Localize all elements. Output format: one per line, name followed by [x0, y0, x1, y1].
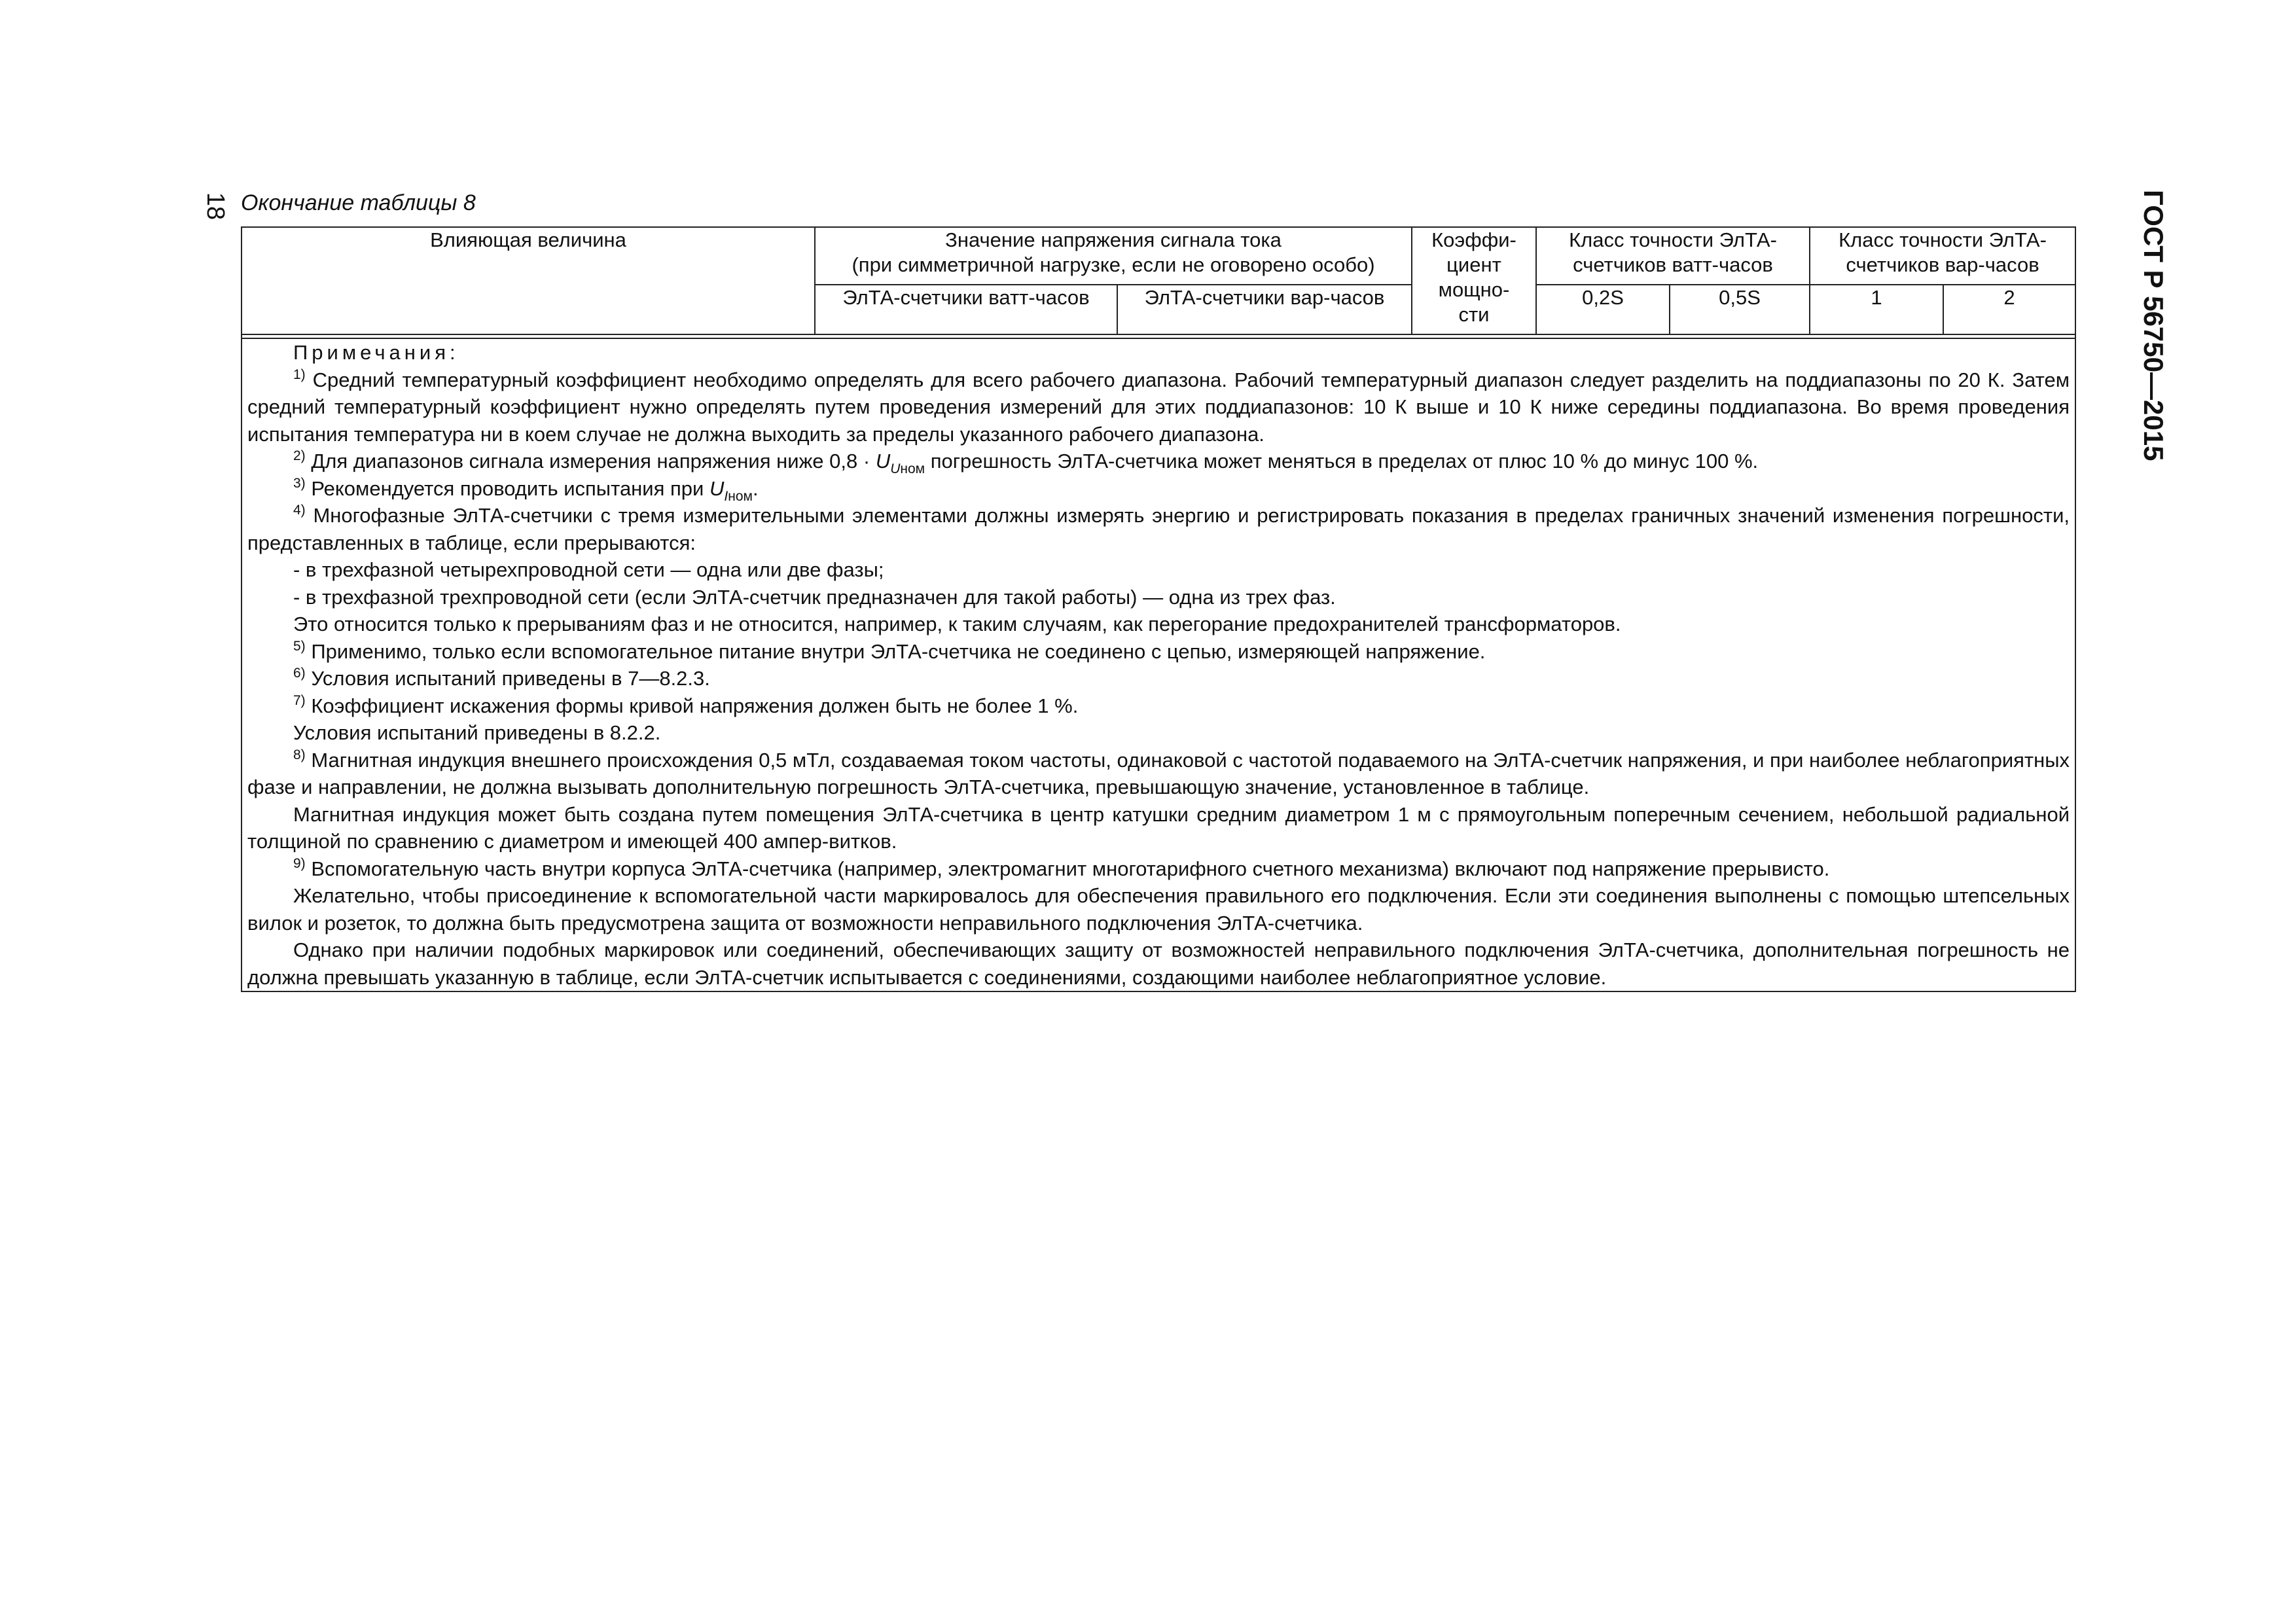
note-8 [247, 747, 2070, 801]
note-9-text: Вспомогательную часть внутри корпуса ЭлТА-счетчика (например, электромагнит многотарифного счетного механизма) включают под напряжение прерывисто. [311, 857, 1830, 880]
note-8-mark: 8) [293, 747, 306, 762]
header-power-factor [1412, 227, 1536, 334]
header-influence: Влияющая величина [242, 227, 815, 334]
note-7 [247, 692, 2070, 720]
note-1-mark: 1) [293, 366, 306, 382]
note-3-symbol-u: U [709, 476, 725, 500]
note-3-text-a: Рекомендуется проводить испытания при [311, 476, 709, 500]
note-9-tail-1: Желательно, чтобы присоединение к вспомогательной части маркировалось для обеспечения правильного его подключения. Если эти соединения выполнены с помощью штепсельных вилок и розеток, то должна быть предусмотрена защита от возможности неправильного подключения ЭлТА-счетчика. [247, 884, 2070, 935]
note-7-text: Коэффициент искажения формы кривой напряжения должен быть не более 1 %. [311, 694, 1079, 717]
note-7-mark: 7) [293, 692, 306, 708]
note-9 [247, 855, 2070, 883]
header-varh-meters: ЭлТА-счетчики вар-часов [1117, 285, 1412, 334]
header-class-05s: 0,5S [1670, 285, 1810, 334]
note-3-sub-i: I [724, 488, 728, 504]
header-class-wh-l1: Класс точности ЭлТА- [1569, 228, 1777, 251]
note-1-text: Средний температурный коэффициент необходимо определять для всего рабочего диапазона. Рабочий температурный диапазон следует разделить на поддиапазоны по 20 К. Затем средний температурный коэффициент нужно определять путем проведения измерений для этих поддиапазонов: 10 К выше и 10 К ниже середины поддиапазона. Во время проведения испытания температура ни в коем случае не должна выходить за пределы указанного рабочего диапазона. [247, 368, 2070, 446]
document-code: ГОСТ Р 56750—2015 [2138, 190, 2169, 461]
note-9-mark: 9) [293, 855, 306, 871]
note-6-mark: 6) [293, 666, 306, 681]
header-wh-meters: ЭлТА-счетчики ватт-часов [815, 285, 1117, 334]
note-2-sub-nom: ном [900, 461, 925, 476]
page-number: 18 [202, 192, 229, 221]
table-caption: Окончание таблицы 8 [241, 190, 476, 215]
notes-cell [242, 338, 2075, 991]
notes-row [242, 338, 2075, 991]
note-6-text: Условия испытаний приведены в 7—8.2.3. [311, 667, 710, 690]
note-5 [247, 638, 2070, 666]
header-class-wh [1536, 227, 1810, 285]
note-3-sub-nom: ном [728, 488, 753, 504]
note-3 [247, 475, 2070, 503]
table-8-continuation [241, 226, 2076, 992]
note-2-text-b: погрешность ЭлТА-счетчика может меняться в пределах от плюс 10 % до минус 100 %. [925, 450, 1759, 473]
header-class-2: 2 [1943, 285, 2075, 334]
note-4-text: Многофазные ЭлТА-счетчики с тремя измерительными элементами должны измерять энергию и регистрировать показания в пределах граничных значений изменения погрешности, представленных в таблице, если прерываются: [247, 504, 2070, 554]
note-2-symbol-u: U [875, 450, 891, 473]
note-8-text: Магнитная индукция внешнего происхождения 0,5 мТл, создаваемая током частоты, одинаковой с частотой подаваемого на ЭлТА-счетчик напряжения, и при наиболее неблагоприятных фазе и направлении, не должна вызывать дополнительную погрешность ЭлТА-счетчика, превышающую значение, установленное в таблице. [247, 748, 2070, 798]
note-4-tail: Это относится только к прерываниям фаз и не относится, например, к таким случаям, как перегорание предохранителей трансформаторов. [293, 613, 1621, 635]
note-4-item-1: - в трехфазной четырехпроводной сети — одна или две фазы; [293, 558, 884, 581]
table-header-row-1 [242, 227, 2075, 285]
notes-title: Примечания: [293, 341, 459, 364]
header-class-1: 1 [1810, 285, 1943, 334]
header-class-varh [1810, 227, 2075, 285]
note-3-mark: 3) [293, 475, 306, 491]
header-class-02s: 0,2S [1536, 285, 1670, 334]
note-2-mark: 2) [293, 448, 306, 463]
header-class-wh-l2: счетчиков ватт-часов [1573, 253, 1773, 276]
note-2 [247, 448, 2070, 475]
note-5-mark: 5) [293, 638, 306, 654]
header-pf-l1: Коэффи- [1431, 228, 1516, 251]
header-voltage-line1: Значение напряжения сигнала тока [945, 228, 1282, 251]
note-2-text-a: Для диапазонов сигнала измерения напряжения ниже 0,8 · [311, 450, 876, 473]
header-voltage [815, 227, 1412, 285]
header-class-varh-l1: Класс точности ЭлТА- [1839, 228, 2047, 251]
header-pf-l3: мощно- [1438, 278, 1510, 301]
note-5-text: Применимо, только если вспомогательное питание внутри ЭлТА-счетчика не соединено с цепью, измеряющей напряжение. [311, 639, 1486, 663]
note-4 [247, 502, 2070, 556]
note-7-tail: Условия испытаний приведены в 8.2.2. [293, 721, 661, 744]
note-1 [247, 366, 2070, 448]
note-4-mark: 4) [293, 503, 306, 518]
note-8-tail: Магнитная индукция может быть создана путем помещения ЭлТА-счетчика в центр катушки средним диаметром 1 м с прямоугольным поперечным сечением, небольшой радиальной толщиной по сравнению с диаметром и имеющей 400 ампер-витков. [247, 802, 2070, 853]
note-2-sub-u: U [890, 461, 901, 476]
header-voltage-line2: (при симметричной нагрузке, если не оговорено особо) [852, 253, 1375, 276]
note-9-tail-2: Однако при наличии подобных маркировок или соединений, обеспечивающих защиту от возможностей неправильного подключения ЭлТА-счетчика, дополнительная погрешность не должна превышать указанную в таблице, если ЭлТА-счетчик испытывается с соединениями, создающими наиболее неблагоприятное условие. [247, 938, 2070, 989]
header-pf-l2: циент [1446, 253, 1501, 276]
header-class-varh-l2: счетчиков вар-часов [1846, 253, 2039, 276]
notes-block [247, 339, 2070, 991]
note-3-text-b: . [752, 476, 759, 500]
note-4-item-2: - в трехфазной трехпроводной сети (если ЭлТА-счетчик предназначен для такой работы) — одна из трех фаз. [293, 585, 1336, 609]
note-6 [247, 665, 2070, 692]
header-pf-l4: сти [1458, 303, 1490, 326]
